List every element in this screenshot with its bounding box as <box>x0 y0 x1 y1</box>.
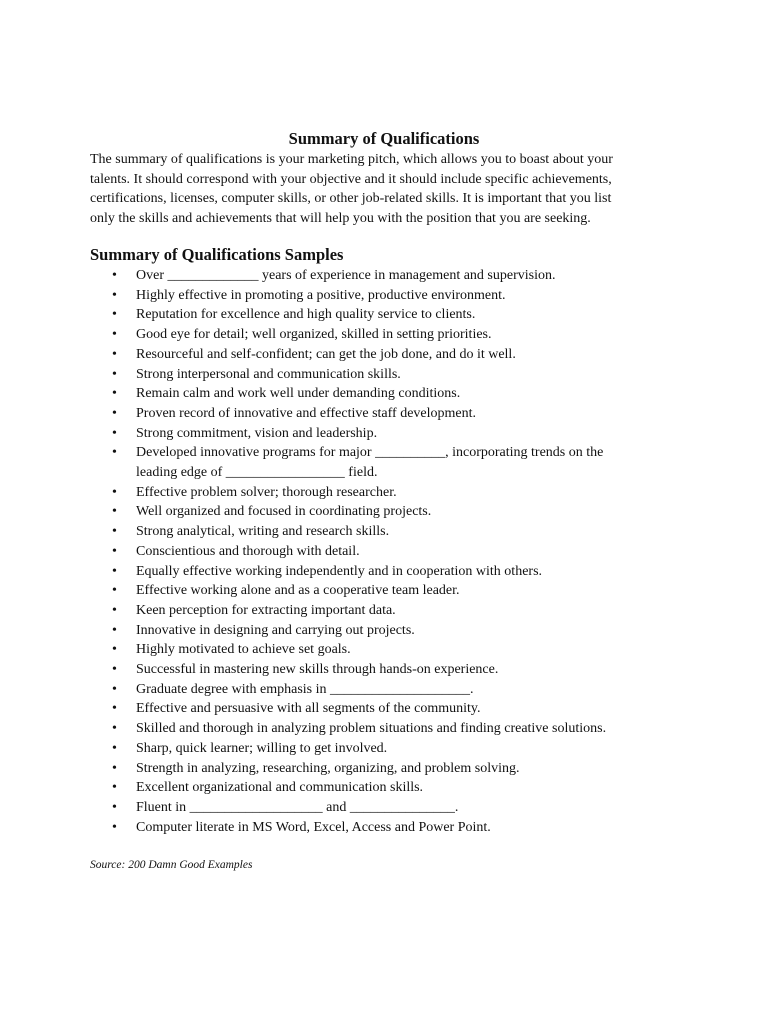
bullet-icon: • <box>112 504 117 520</box>
list-item <box>90 483 680 503</box>
bullet-icon: • <box>112 740 117 756</box>
list-item-text: Well organized and focused in coordinating projects. <box>136 504 432 520</box>
list-item-text: Equally effective working independently and in cooperation with others. <box>136 563 543 579</box>
qualifications-list <box>90 266 680 837</box>
bullet-icon: • <box>112 307 117 323</box>
list-item-text: Strong analytical, writing and research skills. <box>136 524 390 540</box>
bullet-icon: • <box>112 268 117 283</box>
list-item <box>90 699 680 719</box>
bullet-icon: • <box>112 760 117 776</box>
list-item-text: Effective and persuasive with all segments of the community. <box>136 701 481 717</box>
list-item-text: Strong commitment, vision and leadership. <box>136 425 378 441</box>
list-item-text: Remain calm and work well under demanding conditions. <box>136 386 461 402</box>
intro-line: The summary of qualifications is your marketing pitch, which allows you to boast about your <box>90 152 613 167</box>
bullet-icon: • <box>112 386 117 402</box>
list-item <box>90 266 680 286</box>
list-item <box>90 739 680 759</box>
source-citation: Source: 200 Damn Good Examples <box>90 859 253 871</box>
list-item <box>90 345 680 365</box>
list-item <box>90 522 680 542</box>
bullet-icon: • <box>112 602 117 618</box>
list-item-text: Effective working alone and as a cooperative team leader. <box>136 583 460 599</box>
list-item <box>90 640 680 660</box>
list-item-text: Strength in analyzing, researching, organizing, and problem solving. <box>136 760 520 776</box>
list-item <box>90 365 680 385</box>
list-item <box>90 542 680 562</box>
list-item-text: Fluent in ___________________ and _______________. <box>136 799 459 815</box>
bullet-icon: • <box>112 819 117 835</box>
bullet-icon: • <box>112 583 117 599</box>
list-item <box>90 660 680 680</box>
list-item-text: Strong interpersonal and communication skills. <box>136 366 401 382</box>
list-item-text: Graduate degree with emphasis in ____________________. <box>136 681 474 697</box>
list-item-text: Good eye for detail; well organized, skilled in setting priorities. <box>136 327 492 343</box>
bullet-icon: • <box>112 662 117 678</box>
list-item <box>90 798 680 818</box>
list-item <box>90 443 680 482</box>
list-item-text: Skilled and thorough in analyzing problem situations and finding creative solutions. <box>136 721 607 737</box>
bullet-icon: • <box>112 681 117 697</box>
list-item <box>90 305 680 325</box>
list-item-text: Successful in mastering new skills through hands-on experience. <box>136 662 499 678</box>
page-title: Summary of Qualifications <box>288 129 480 148</box>
bullet-icon: • <box>112 642 117 658</box>
list-item-text: Keen perception for extracting important data. <box>136 602 396 618</box>
bullet-icon: • <box>112 445 117 461</box>
bullet-icon: • <box>112 780 117 796</box>
list-item-text: Computer literate in MS Word, Excel, Access and Power Point. <box>136 819 491 835</box>
bullet-icon: • <box>112 366 117 382</box>
list-item-text: leading edge of _________________ field. <box>136 465 378 481</box>
list-item <box>90 680 680 700</box>
list-item-text: Reputation for excellence and high quality service to clients. <box>136 307 476 323</box>
list-item <box>90 719 680 739</box>
bullet-icon: • <box>112 701 117 717</box>
bullet-icon: • <box>112 563 117 579</box>
list-item <box>90 384 680 404</box>
list-item <box>90 759 680 779</box>
list-item <box>90 286 680 306</box>
samples-heading: Summary of Qualifications Samples <box>90 245 344 264</box>
bullet-icon: • <box>112 287 117 303</box>
list-item <box>90 404 680 424</box>
intro-line: talents. It should correspond with your objective and it should include specific achievements, <box>90 171 612 187</box>
list-item-text: Resourceful and self-confident; can get the job done, and do it well. <box>136 346 516 362</box>
list-item-text: Sharp, quick learner; willing to get involved. <box>136 740 388 756</box>
bullet-icon: • <box>112 543 117 559</box>
list-item <box>90 325 680 345</box>
list-item <box>90 621 680 641</box>
bullet-icon: • <box>112 425 117 441</box>
list-item-text: Excellent organizational and communication skills. <box>136 780 424 796</box>
list-item-text: Innovative in designing and carrying out projects. <box>136 622 415 638</box>
list-item-text: Over _____________ years of experience in management and supervision. <box>136 268 556 283</box>
list-item <box>90 562 680 582</box>
bullet-icon: • <box>112 799 117 815</box>
list-item <box>90 581 680 601</box>
bullet-icon: • <box>112 346 117 362</box>
bullet-icon: • <box>112 622 117 638</box>
list-item <box>90 818 680 838</box>
intro-line: certifications, licenses, computer skills, or other job-related skills. It is important that you list <box>90 191 612 207</box>
intro-paragraph <box>90 150 670 228</box>
bullet-icon: • <box>112 405 117 421</box>
bullet-icon: • <box>112 484 117 500</box>
list-item <box>90 424 680 444</box>
list-item-text: Developed innovative programs for major __________, incorporating trends on the <box>136 445 604 461</box>
bullet-icon: • <box>112 721 117 737</box>
bullet-icon: • <box>112 327 117 343</box>
list-item <box>90 778 680 798</box>
list-item-text: Conscientious and thorough with detail. <box>136 543 360 559</box>
intro-line: only the skills and achievements that will help you with the position that you are seeking. <box>90 210 591 226</box>
list-item <box>90 601 680 621</box>
list-item-text: Proven record of innovative and effective staff development. <box>136 405 477 421</box>
bullet-icon: • <box>112 524 117 540</box>
list-item-text: Highly effective in promoting a positive, productive environment. <box>136 287 506 303</box>
list-item-text: Effective problem solver; thorough researcher. <box>136 484 397 500</box>
list-item-text: Highly motivated to achieve set goals. <box>136 642 351 658</box>
list-item <box>90 502 680 522</box>
